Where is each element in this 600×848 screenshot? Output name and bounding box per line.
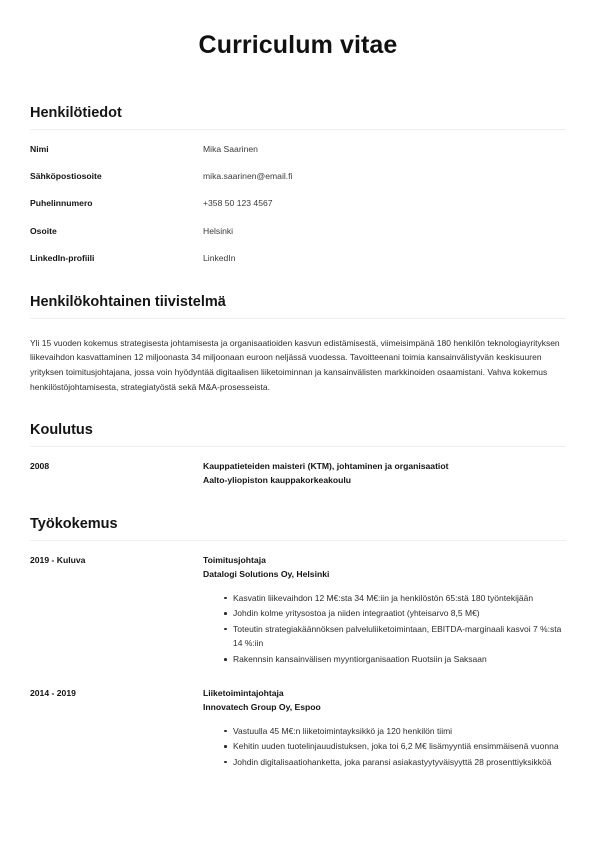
- experience-entry-period: 2014 - 2019: [30, 687, 76, 698]
- section-divider: [30, 540, 566, 541]
- detail-value-linkedin: LinkedIn: [203, 252, 236, 263]
- section-personal-details: [30, 104, 566, 264]
- detail-row: [30, 171, 566, 182]
- education-entry: [30, 460, 566, 488]
- detail-row: [30, 198, 566, 209]
- detail-label-name: Nimi: [30, 144, 49, 155]
- experience-entry-company: Innovatech Group Oy, Espoo: [203, 701, 321, 712]
- section-work-experience: [30, 515, 566, 770]
- section-divider: [30, 318, 566, 319]
- education-entry-institution: Aalto-yliopiston kauppakorkeakoulu: [203, 475, 352, 485]
- personal-summary-text: Yli 15 vuoden kokemus strategisesta johtamisesta ja organisaatioiden kasvun edistämisestä, viimeisimpänä 180 henkilön teknologiayrityksen liikevaihdon kasvattaminen 12 miljoonasta 34 miljoonaan euroon neljässä vuodessa. Tavoitteenani toimia kansainvälistyvän keskisuuren yrityksen toimitusjohtajana, jossa voin hyödyntää digitaalisen liiketoiminnan ja kansainvälisten markkinoiden osaamistani. Vahva kokemus henkilöstöjohtamisesta, strategiatyöstä sekä M&A-prosesseista.: [30, 337, 560, 392]
- page-title: Curriculum vitae: [198, 31, 398, 59]
- experience-entry-body: [203, 554, 566, 668]
- section-heading-personal-details: Henkilötiedot: [30, 105, 122, 122]
- detail-row: [30, 226, 566, 237]
- section-heading-education: Koulutus: [30, 422, 93, 439]
- education-entry-degree: Kauppatieteiden maisteri (KTM), johtaminen ja organisaatiot: [203, 461, 449, 472]
- experience-entry-body: [203, 687, 566, 771]
- list-item: Johdin digitalisaatiohanketta, joka paransi asiakastyytyväisyyttä 28 prosenttiyksikköä: [224, 755, 566, 770]
- experience-entry: [30, 554, 566, 668]
- section-education: [30, 421, 566, 488]
- education-entry-period: 2008: [30, 461, 50, 472]
- detail-value-name: Mika Saarinen: [203, 144, 258, 155]
- experience-entry: [30, 687, 566, 771]
- section-heading-personal-summary: Henkilökohtainen tiivistelmä: [30, 293, 226, 310]
- section-divider: [30, 446, 566, 447]
- personal-details-list: [30, 144, 566, 264]
- detail-row: [30, 144, 566, 155]
- list-item: Vastuulla 45 M€:n liiketoimintayksikkö ja 120 henkilön tiimi: [224, 724, 566, 739]
- detail-label-phone: Puhelinnumero: [30, 198, 93, 209]
- experience-entry-achievements: [203, 591, 566, 667]
- section-personal-summary: [30, 293, 566, 394]
- experience-entry-job-title: Toimitusjohtaja: [203, 554, 266, 565]
- list-item: Rakennsin kansainvälisen myyntiorganisaation Ruotsiin ja Saksaan: [224, 652, 566, 667]
- detail-value-email: mika.saarinen@email.fi: [203, 171, 293, 182]
- detail-value-address: Helsinki: [203, 225, 234, 236]
- list-item: Johdin kolme yritysostoa ja niiden integraatiot (yhteisarvo 8,5 M€): [224, 606, 566, 621]
- experience-entries: [30, 554, 566, 771]
- experience-entry-achievements: [203, 724, 566, 770]
- detail-row: [30, 253, 566, 264]
- experience-entry-company: Datalogi Solutions Oy, Helsinki: [203, 568, 330, 579]
- education-entries: [30, 460, 566, 488]
- section-divider: [30, 129, 566, 130]
- education-entry-body: [203, 460, 566, 488]
- experience-entry-period: 2019 - Kuluva: [30, 554, 86, 565]
- list-item: Kasvatin liikevaihdon 12 M€:sta 34 M€:iin ja henkilöstön 65:stä 180 työntekijään: [224, 591, 566, 606]
- list-item: Kehitin uuden tuotelinjauudistuksen, joka toi 6,2 M€ lisämyyntiä ensimmäisenä vuonna: [224, 739, 566, 754]
- detail-label-email: Sähköpostiosoite: [30, 171, 102, 182]
- detail-label-linkedin: LinkedIn-profiili: [30, 252, 95, 263]
- experience-entry-job-title: Liiketoimintajohtaja: [203, 687, 284, 698]
- section-heading-work-experience: Työkokemus: [30, 515, 118, 532]
- detail-value-phone: +358 50 123 4567: [203, 198, 273, 209]
- list-item: Toteutin strategiakäännöksen palveluliiketoimintaan, EBITDA-marginaali kasvoi 7 %:sta 14 %:iin: [224, 622, 566, 651]
- detail-label-address: Osoite: [30, 225, 57, 236]
